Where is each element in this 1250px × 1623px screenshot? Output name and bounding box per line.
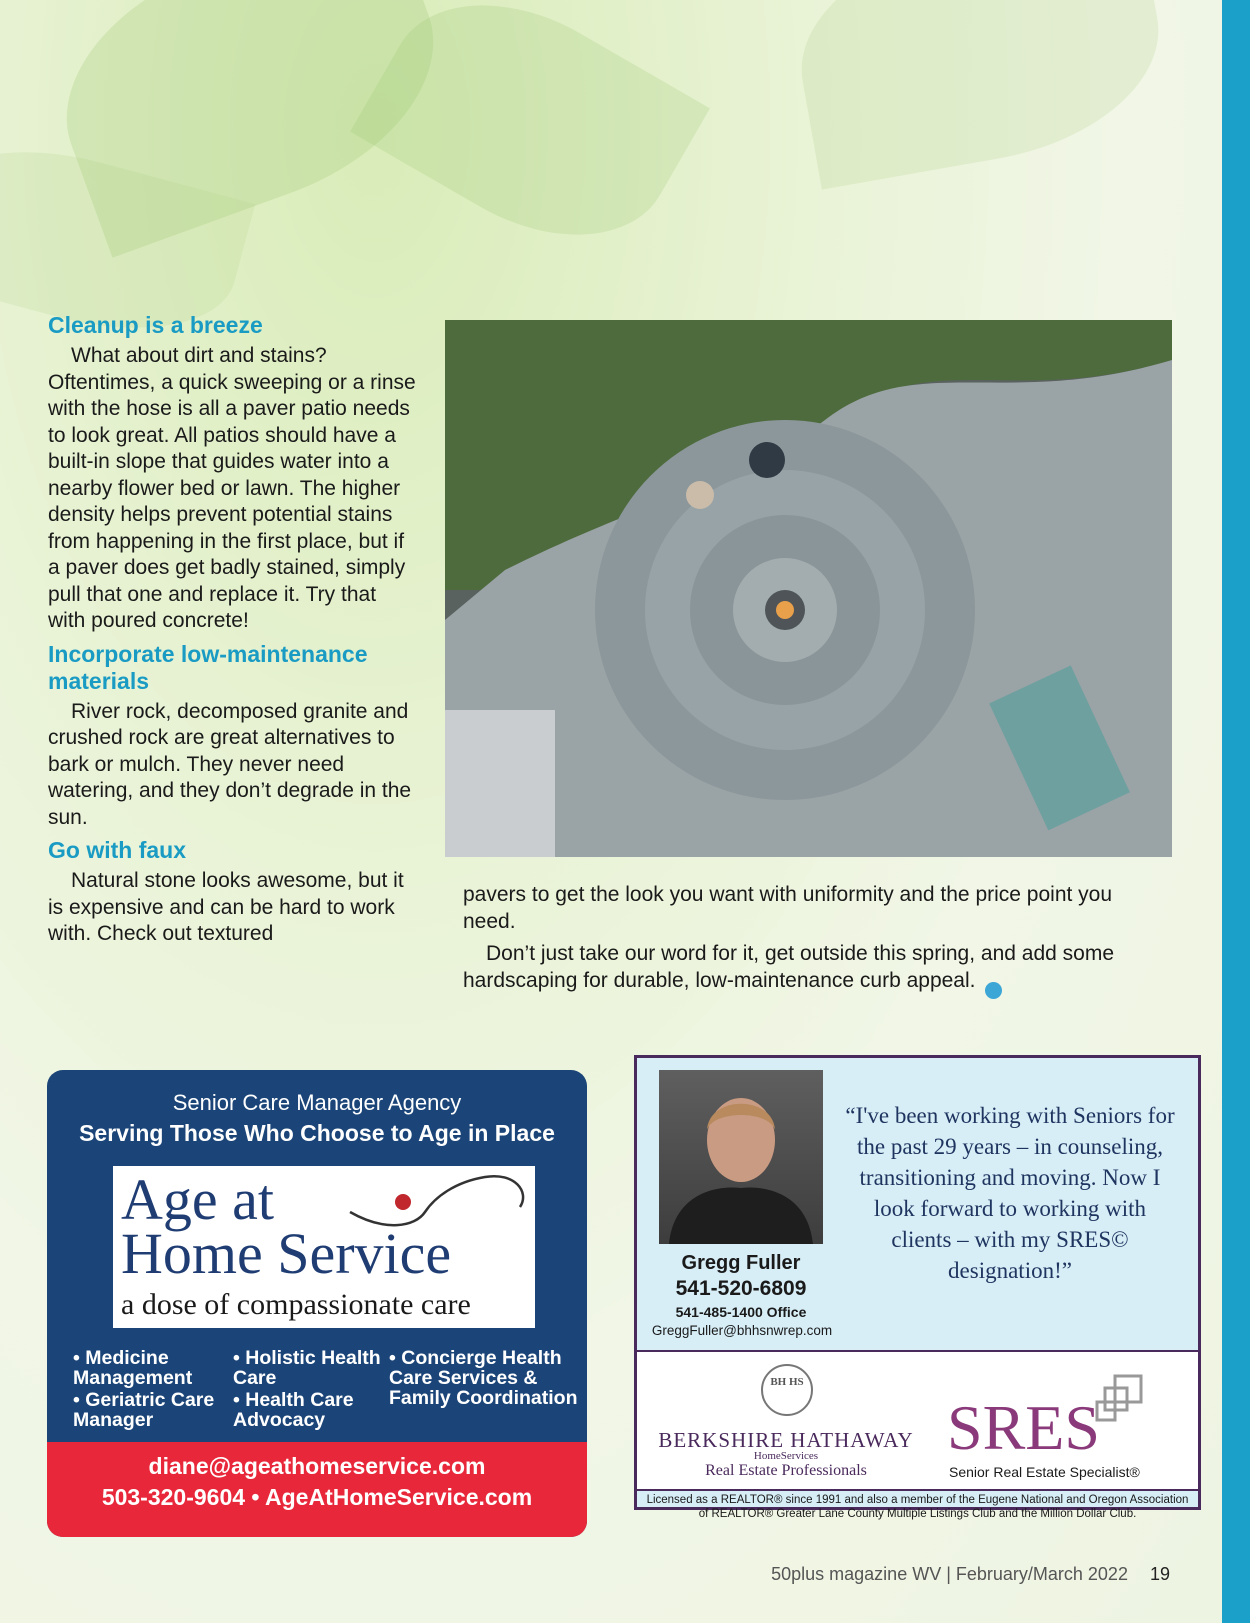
realtor-headshot <box>659 1070 823 1244</box>
ad-subtitle: Serving Those Who Choose to Age in Place <box>79 1120 555 1146</box>
service-item: • Concierge Health Care Services & Family Coordination <box>389 1347 578 1409</box>
footer-publication: 50plus magazine WV | February/March 2022 <box>771 1564 1128 1584</box>
ad-email-link[interactable]: diane@ageathomeservice.com <box>148 1453 486 1479</box>
realtor-quote: “I've been working with Seniors for the past 29 years – in counseling, transitioning and moving. Now I look forward to working with clients – with my SRES© designation!” <box>845 1103 1175 1283</box>
logo-line-2: Home Service <box>121 1221 452 1286</box>
realtor-ad[interactable] <box>634 1055 1201 1520</box>
service-item: • Health Care Advocacy <box>233 1389 354 1431</box>
paragraph-closing <box>463 941 1163 994</box>
realtor-phone[interactable]: 541-520-6809 <box>675 1277 807 1300</box>
bhhs-seal-logo: BH HS <box>761 1364 813 1416</box>
bhhs-subname: HomeServices <box>753 1450 819 1462</box>
heading-cleanup: Cleanup is a breeze <box>48 312 263 338</box>
page-edge-bar <box>1222 0 1250 1623</box>
sres-logo: SRES <box>947 1392 1100 1463</box>
age-at-home-logo <box>113 1166 535 1328</box>
paragraph: pavers to get the look you want with uniformity and the price point you need. <box>463 883 1113 933</box>
page-footer <box>771 1564 1170 1585</box>
paragraph: What about dirt and stains? Oftentimes, a quick sweeping or a rinse with the hose is all a paver patio needs to look great. All patios should have a built-in slope that guides water into a nearby flower bed or lawn. The higher density helps prevent potential stains from happening in the first place, but if a paver does get badly stained, simply pull that one and replace it. Try that with poured concrete! <box>48 344 416 632</box>
paragraph: Natural stone looks awesome, but it is expensive and can be hard to work with. Check out textured <box>48 869 404 945</box>
ad-contact-band <box>47 1442 587 1537</box>
service-item: • Geriatric Care Manager <box>73 1389 215 1431</box>
brokerage-logos <box>637 1350 1198 1491</box>
service-item: • Holistic Health Care <box>233 1347 381 1389</box>
end-of-article-dot <box>985 982 1002 999</box>
bhhs-tagline: Real Estate Professionals <box>705 1462 867 1479</box>
age-at-home-ad[interactable] <box>47 1070 587 1537</box>
paragraph-text: Don’t just take our word for it, get outside this spring, and add some hardscaping for durable, low-maintenance curb appeal. <box>463 942 1115 992</box>
bhhs-name: BERKSHIRE HATHAWAY <box>658 1428 914 1452</box>
paragraph: River rock, decomposed granite and crushed rock are great alternatives to bark or mulch. They never need watering, and they don’t degrade in the sun. <box>48 699 412 829</box>
patio-aerial-illustration <box>445 320 1172 857</box>
realtor-office-phone[interactable]: 541-485-1400 Office <box>675 1304 807 1320</box>
article-left-column <box>48 312 418 954</box>
license-note: Licensed as a REALTOR® since 1991 and also a member of the Eugene National and Oregon Association of REALTOR® Greater Lane County Multiple Listings Club and the Million Dollar Club. <box>646 1494 1189 1520</box>
article-right-column <box>463 882 1163 1000</box>
heading-materials: Incorporate low-maintenance materials <box>48 640 368 694</box>
ad-phone-website-link[interactable]: 503-320-9604 • AgeAtHomeService.com <box>101 1484 533 1510</box>
logo-tagline: a dose of compassionate care <box>121 1288 471 1321</box>
realtor-name: Gregg Fuller <box>681 1252 801 1274</box>
heading-faux: Go with faux <box>48 837 186 863</box>
page-number: 19 <box>1149 1564 1170 1584</box>
sres-squares-icon <box>1095 1372 1157 1434</box>
person-silhouette-icon <box>659 1070 823 1244</box>
sres-caption: Senior Real Estate Specialist® <box>949 1464 1140 1480</box>
service-item: • Medicine Management <box>73 1347 193 1389</box>
realtor-email[interactable]: GreggFuller@bhhsnwrep.com <box>651 1323 833 1338</box>
patio-photo <box>445 320 1172 857</box>
logo-line-1: Age at <box>121 1167 274 1232</box>
ad-title: Senior Care Manager Agency <box>172 1090 462 1115</box>
